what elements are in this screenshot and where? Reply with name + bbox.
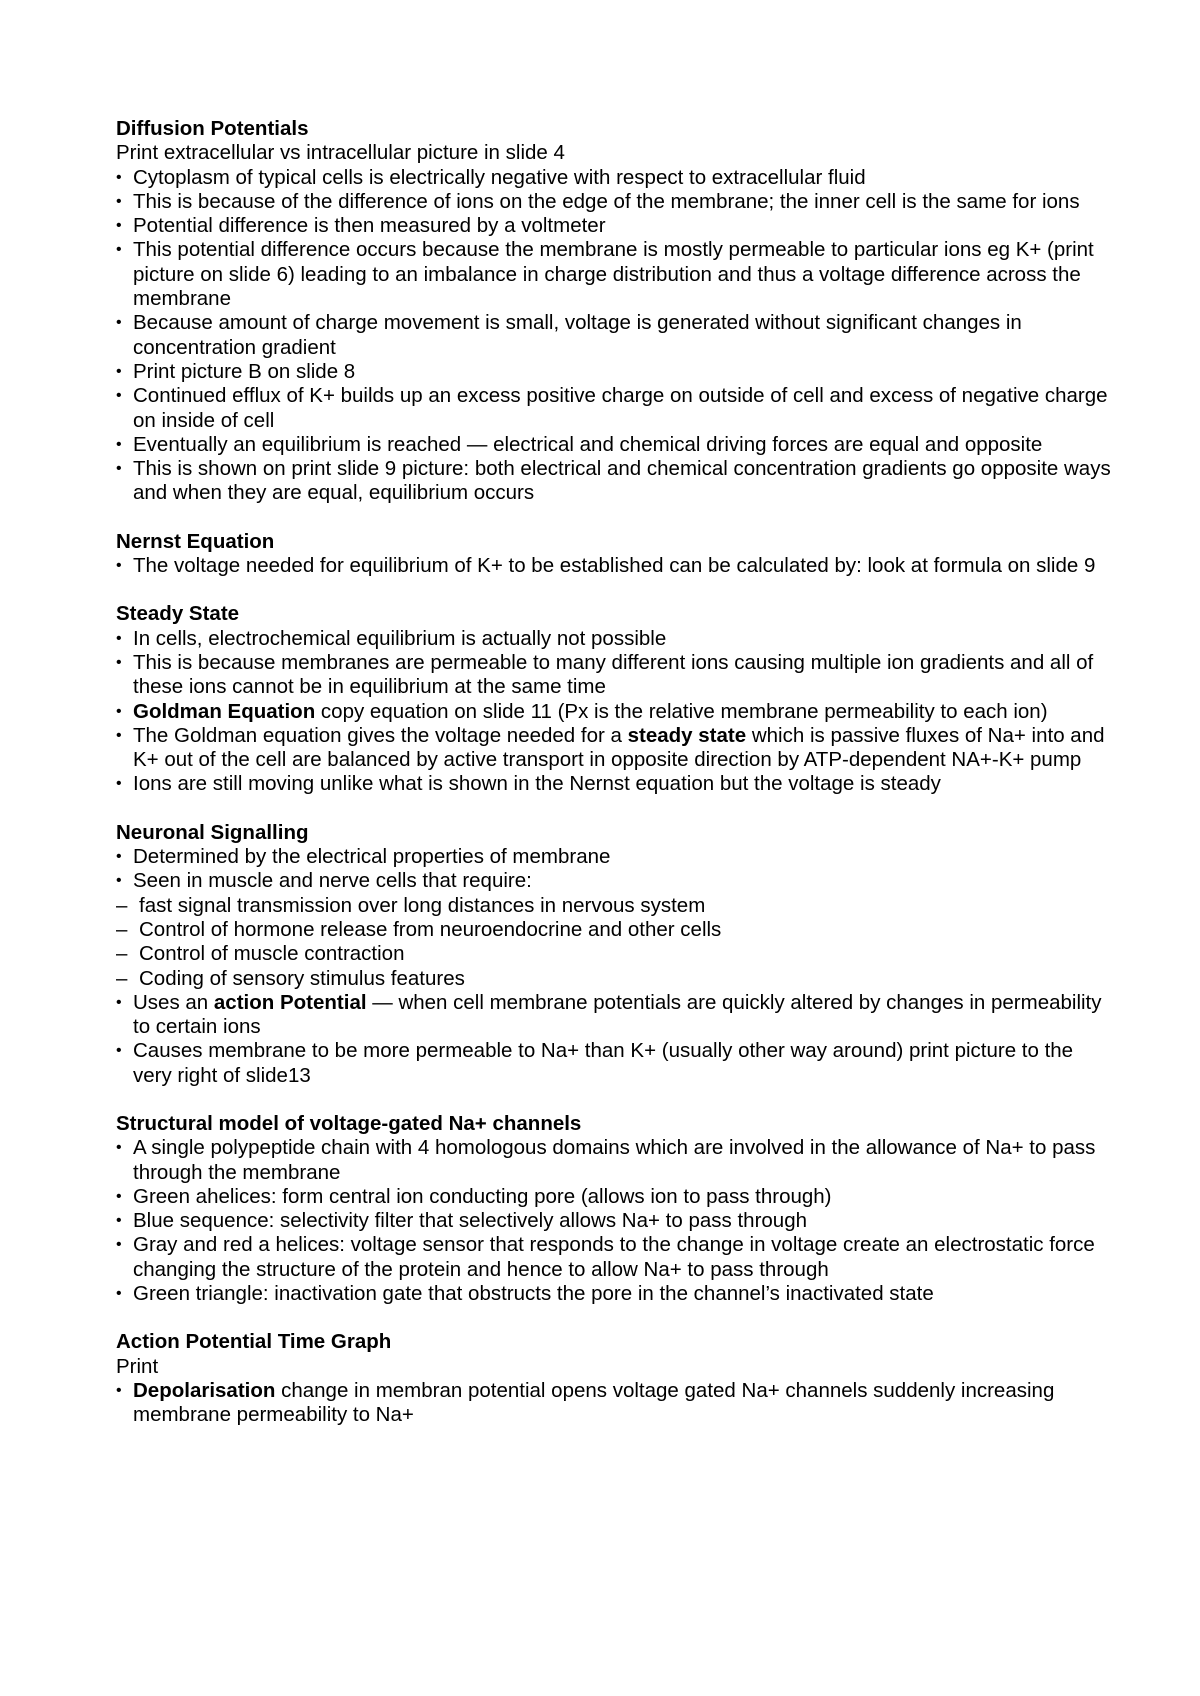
bullet-list xyxy=(116,166,1116,506)
bold-term: Depolarisation xyxy=(133,1378,276,1402)
list-item: • Potential difference is then measured by a voltmeter xyxy=(116,214,1116,238)
list-item: • This is because membranes are permeable to many different ions causing multiple ion gradients and all of these ions cannot be in equilibrium at the same time xyxy=(116,651,1116,700)
item-text: copy equation on slide 11 (Px is the relative membrane permeability to each ion) xyxy=(315,699,1048,723)
list-item: • Eventually an equilibrium is reached — electrical and chemical driving forces are equal and opposite xyxy=(116,433,1116,457)
section-heading: Steady State xyxy=(116,602,240,626)
list-item-steady-state xyxy=(116,724,1116,773)
bullet-list xyxy=(116,1136,1116,1306)
section-heading: Action Potential Time Graph xyxy=(116,1330,392,1354)
list-item: • This is shown on print slide 9 picture: both electrical and chemical concentration gradients go opposite ways and when they are equal, equilibrium occurs xyxy=(116,457,1116,506)
sub-list-item: – Coding of sensory stimulus features xyxy=(116,967,1116,991)
list-item: • Print picture B on slide 8 xyxy=(116,360,1116,384)
list-item: • Determined by the electrical properties of membrane xyxy=(116,845,1116,869)
section-action-potential-graph xyxy=(116,1330,1116,1427)
list-item: • This is because of the difference of ions on the edge of the membrane; the inner cell is the same for ions xyxy=(116,190,1116,214)
bullet-list xyxy=(116,627,1116,797)
list-item: • In cells, electrochemical equilibrium is actually not possible xyxy=(116,627,1116,651)
item-text: — when cell membrane potentials are quickly altered by changes in permeability to certain ions xyxy=(133,990,1102,1039)
list-item: • Causes membrane to be more permeable to Na+ than K+ (usually other way around) print picture to the very right of slide13 xyxy=(116,1039,1116,1088)
list-item: • Because amount of charge movement is small, voltage is generated without significant changes in concentration gradient xyxy=(116,311,1116,360)
document-page xyxy=(116,117,1116,1452)
list-item: • The voltage needed for equilibrium of K+ to be established can be calculated by: look at formula on slide 9 xyxy=(116,554,1116,578)
list-item: • This potential difference occurs because the membrane is mostly permeable to particular ions eg K+ (print picture on slide 6) leading to an imbalance in charge distribution and thus a voltage difference across the membrane xyxy=(116,238,1116,311)
section-heading: Diffusion Potentials xyxy=(116,117,309,140)
list-item-action-potential xyxy=(116,991,1116,1040)
section-heading: Nernst Equation xyxy=(116,529,275,553)
section-neuronal-signalling xyxy=(116,821,1116,1088)
item-text: The Goldman equation gives the voltage needed for a xyxy=(133,723,628,747)
bold-term: steady state xyxy=(627,723,747,747)
list-item: • Gray and red a helices: voltage sensor that responds to the change in voltage create an electrostatic force changing the structure of the protein and hence to allow Na+ to pass through xyxy=(116,1233,1116,1282)
list-item-goldman xyxy=(116,700,1116,724)
list-item: • Ions are still moving unlike what is shown in the Nernst equation but the voltage is steady xyxy=(116,772,1116,796)
section-intro: Print extracellular vs intracellular picture in slide 4 xyxy=(116,141,565,165)
section-structural-model xyxy=(116,1112,1116,1306)
bullet-list xyxy=(116,554,1116,578)
section-heading: Structural model of voltage-gated Na+ channels xyxy=(116,1111,582,1135)
list-item: • Cytoplasm of typical cells is electrically negative with respect to extracellular fluid xyxy=(116,166,1116,190)
section-heading: Neuronal Signalling xyxy=(116,820,309,844)
list-item: • Continued efflux of K+ builds up an excess positive charge on outside of cell and excess of negative charge on inside of cell xyxy=(116,384,1116,433)
item-text: change in membran potential opens voltage gated Na+ channels suddenly increasing membrane permeability to Na+ xyxy=(133,1378,1055,1427)
item-text: which is passive fluxes of Na+ into and K+ out of the cell are balanced by active transport in opposite direction by ATP-dependent NA+-K+ pump xyxy=(133,723,1105,772)
section-diffusion-potentials xyxy=(116,117,1116,506)
bold-term: action Potential xyxy=(213,990,367,1014)
list-item: • Green triangle: inactivation gate that obstructs the pore in the channel’s inactivated state xyxy=(116,1282,1116,1306)
list-item: • Green ahelices: form central ion conducting pore (allows ion to pass through) xyxy=(116,1185,1116,1209)
section-nernst-equation xyxy=(116,530,1116,579)
sub-list-item: – fast signal transmission over long distances in nervous system xyxy=(116,894,1116,918)
list-item: • Blue sequence: selectivity filter that selectively allows Na+ to pass through xyxy=(116,1209,1116,1233)
bold-term: Goldman Equation xyxy=(133,699,316,723)
item-text: Uses an xyxy=(133,990,214,1014)
section-intro: Print xyxy=(116,1354,159,1378)
sub-list-item: – Control of muscle contraction xyxy=(116,942,1116,966)
section-steady-state xyxy=(116,602,1116,796)
bullet-list xyxy=(116,845,1116,1088)
list-item: • Seen in muscle and nerve cells that require: xyxy=(116,869,1116,893)
list-item: • A single polypeptide chain with 4 homologous domains which are involved in the allowance of Na+ to pass through the membrane xyxy=(116,1136,1116,1185)
bullet-list xyxy=(116,1379,1116,1428)
sub-list-item: – Control of hormone release from neuroendocrine and other cells xyxy=(116,918,1116,942)
list-item-depolarisation xyxy=(116,1379,1116,1428)
